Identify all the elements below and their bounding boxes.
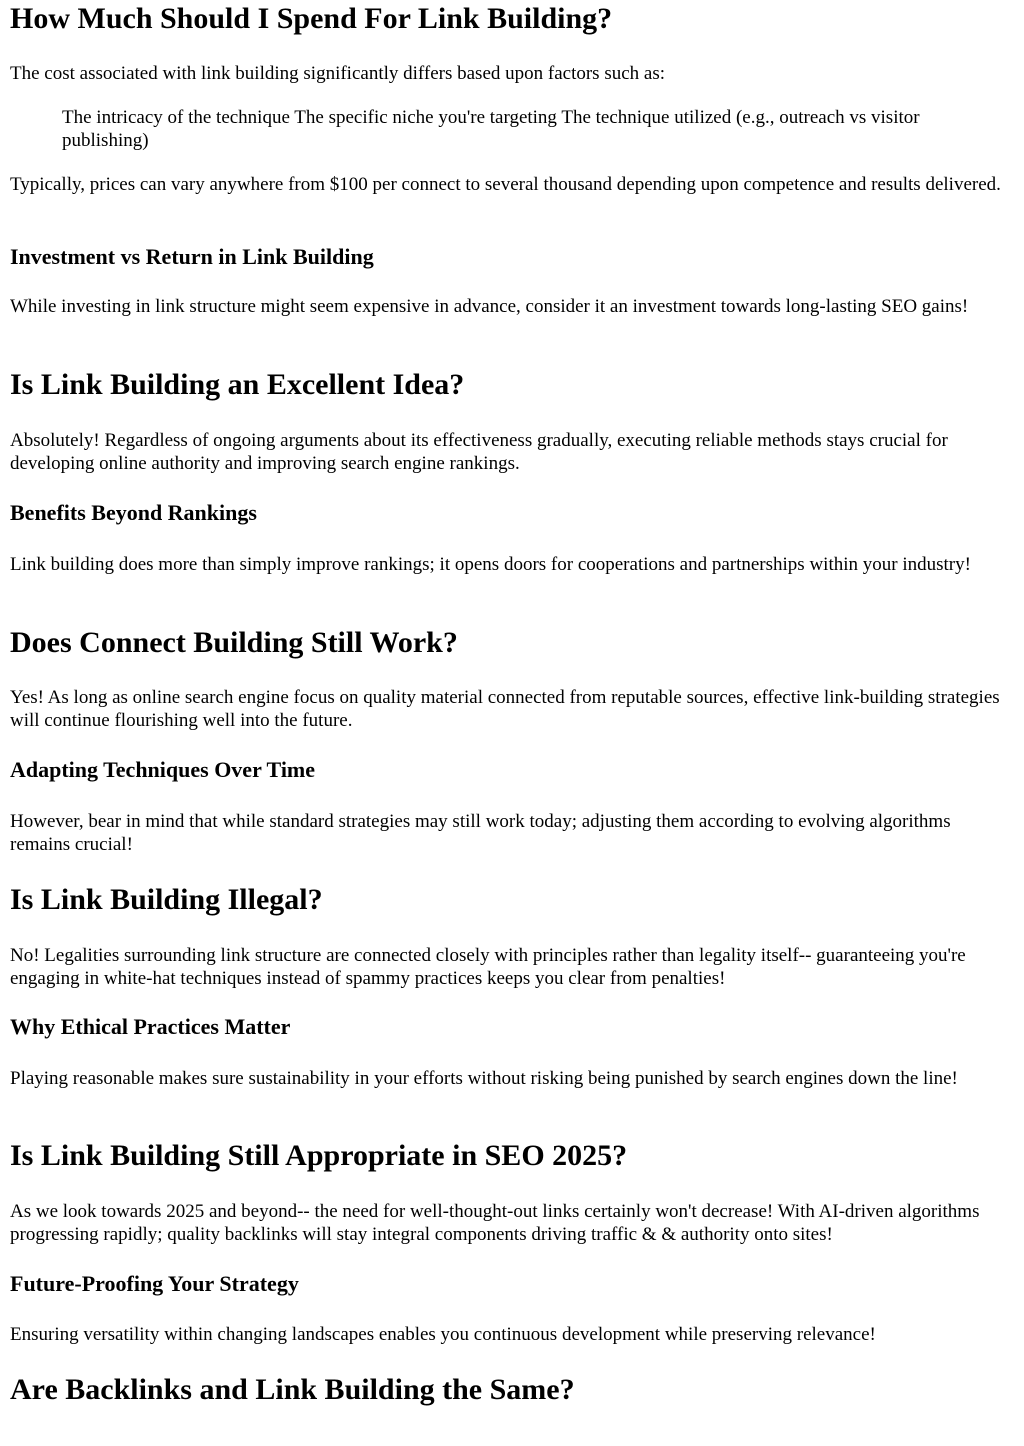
section-intro: The cost associated with link building significantly differs based upon factors such as: <box>10 63 666 84</box>
section-heading: Is Link Building Illegal? <box>10 883 323 916</box>
section-heading: Is Link Building an Excellent Idea? <box>10 368 465 401</box>
section-heading: How Much Should I Spend For Link Building? <box>10 2 613 35</box>
section-paragraph: No! Legalities surrounding link structure are connected closely with principles rather than legality itself-- guaranteeing you're engaging in white-hat techniques instead of spammy practices keeps you clear from penalties! <box>10 945 966 989</box>
section-paragraph: Yes! As long as online search engine focus on quality material connected from reputable sources, effective link-building strategies will continue flourishing well into the future. <box>10 687 1000 731</box>
subsection-paragraph: However, bear in mind that while standard strategies may still work today; adjusting them according to evolving algorithms remains crucial! <box>10 811 951 855</box>
subsection-paragraph: Link building does more than simply improve rankings; it opens doors for cooperations and partnerships within your industry! <box>10 554 971 575</box>
subsection-heading: Future-Proofing Your Strategy <box>10 1271 299 1296</box>
section-heading: Is Link Building Still Appropriate in SEO 2025? <box>10 1139 628 1172</box>
section-paragraph: Typically, prices can vary anywhere from $100 per connect to several thousand depending upon competence and results delivered. <box>10 174 1001 195</box>
subsection-paragraph: While investing in link structure might seem expensive in advance, consider it an investment towards long-lasting SEO gains! <box>10 296 969 317</box>
section-heading: Does Connect Building Still Work? <box>10 626 458 659</box>
subsection-heading: Benefits Beyond Rankings <box>10 500 257 525</box>
section-heading: Are Backlinks and Link Building the Same? <box>10 1373 575 1406</box>
subsection-paragraph: Ensuring versatility within changing landscapes enables you continuous development while preserving relevance! <box>10 1324 876 1345</box>
subsection-heading: Investment vs Return in Link Building <box>10 244 374 269</box>
section-paragraph: As we look towards 2025 and beyond-- the need for well-thought-out links certainly won't decrease! With AI-driven algorithms progressing rapidly; quality backlinks will stay integral components driving traffic & & authority onto sites! <box>10 1201 980 1245</box>
blockquote: The intricacy of the technique The specific niche you're targeting The technique utilized (e.g., outreach vs visitor publishing) <box>62 107 920 151</box>
subsection-heading: Why Ethical Practices Matter <box>10 1014 291 1039</box>
section-paragraph: Absolutely! Regardless of ongoing arguments about its effectiveness gradually, executing reliable methods stays crucial for developing online authority and improving search engine rankings. <box>10 430 948 474</box>
subsection-heading: Adapting Techniques Over Time <box>10 757 316 782</box>
subsection-paragraph: Playing reasonable makes sure sustainability in your efforts without risking being punished by search engines down the line! <box>10 1068 958 1089</box>
